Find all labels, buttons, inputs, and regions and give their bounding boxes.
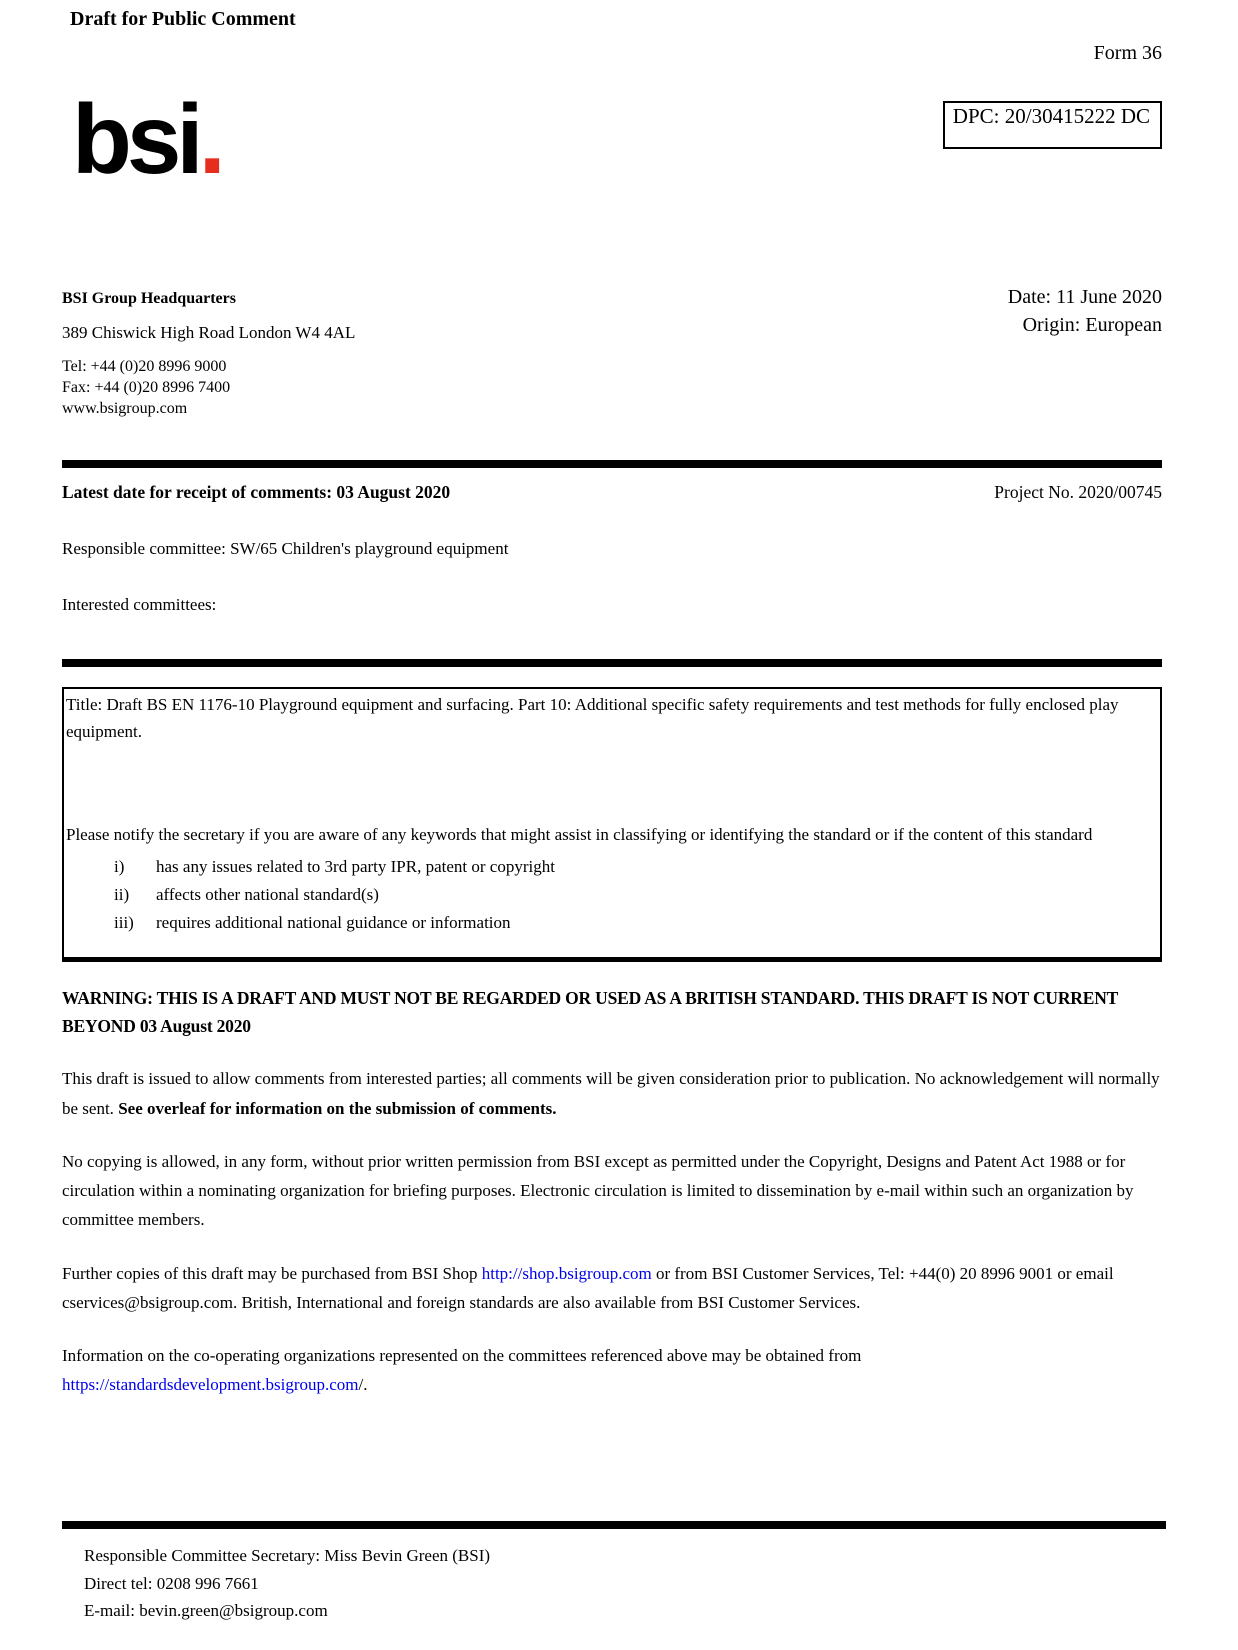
origin-label: Origin: European [1022,314,1162,337]
keywords-notify-text: Please notify the secretary if you are aware of any keywords that might assist in classifying or identifying the standard or if the content of this standard [66,825,1093,845]
list-item [66,909,1156,937]
bsi-logo-text: bsi [72,84,199,194]
headquarters-fax: Fax: +44 (0)20 8996 7400 [62,379,231,397]
committee-secretary-label: Responsible Committee Secretary: Miss Bevin Green (BSI) [84,1546,491,1565]
direct-tel-label: Direct tel: 0208 996 7661 [84,1573,259,1593]
list-item [66,853,1156,881]
project-number-label: Project No. 2020/00745 [994,482,1162,502]
horizontal-rule-footer [62,1521,1166,1529]
copyright-paragraph: No copying is allowed, in any form, without prior written permission from BSI except as permitted under the Copyright, Designs and Patent Act 1988 or for circulation within a nominating organization for briefing purposes. Electronic circulation is limited to dissemination by e-mail within such an organization by committee members. [62,1151,1134,1230]
comments-paragraph-text: This draft is issued to allow comments from interested parties; all comments will be given consideration prior to publication. No acknowledgement will normally be sent. [62,1069,1160,1118]
headquarters-website: www.bsigroup.com [62,400,188,418]
interested-committees-label: Interested committees: [62,595,217,614]
email-label: E-mail: bevin.green@bsigroup.com [84,1601,328,1621]
list-item-text: affects other national standard(s) [156,884,379,904]
cooperating-orgs-paragraph [62,1341,1162,1399]
list-item-text: has any issues related to 3rd party IPR, patent or copyright [156,856,555,876]
dpc-number-label: DPC: 20/30415222 DC [952,104,1150,128]
purchase-paragraph-post: or from BSI Customer Services, Tel: +44(0) 20 8996 9001 or email cservices@bsigroup.com. British, International and foreign standards are also available from BSI Customer Services. [62,1263,1114,1312]
date-label: Date: 11 June 2020 [1007,286,1162,308]
draft-for-public-comment-label: Draft for Public Comment [70,8,296,30]
horizontal-rule-top [62,460,1162,468]
list-item-number: i) [114,856,125,876]
bsi-logo-red-dot: . [198,84,226,194]
list-item-number: iii) [114,912,134,932]
document-footer [62,1521,1166,1625]
see-overleaf-bold-text: See overleaf for information on the submission of comments. [118,1098,557,1118]
purchase-paragraph-pre: Further copies of this draft may be purchased from BSI Shop [62,1263,482,1283]
purchase-paragraph [62,1259,1162,1317]
title-box [62,687,1162,962]
bsi-shop-link[interactable]: http://shop.bsigroup.com [481,1263,652,1283]
headquarters-tel: Tel: +44 (0)20 8996 9000 [62,358,227,375]
bsi-logo [72,86,226,194]
list-item [66,881,1156,909]
list-item-number: ii) [114,884,130,904]
standard-title: Title: Draft BS EN 1176-10 Playground equipment and surfacing. Part 10: Additional specific safety requirements and test methods for fully enclosed play equipment. [66,695,1119,742]
horizontal-rule-middle [62,659,1162,667]
cooperating-orgs-pre: Information on the co-operating organizations represented on the committees referenced above may be obtained from [62,1346,862,1366]
draft-warning-text: WARNING: THIS IS A DRAFT AND MUST NOT BE REGARDED OR USED AS A BRITISH STANDARD. THIS DRAFT IS NOT CURRENT BEYOND 03 August 2020 [62,987,1118,1037]
form-number-label: Form 36 [1093,42,1162,64]
headquarters-title: BSI Group Headquarters [62,290,236,307]
keywords-list [66,853,1156,937]
responsible-committee-label: Responsible committee: SW/65 Children's playground equipment [62,539,509,558]
date-origin-block [1008,283,1162,340]
standards-development-link[interactable]: https://standardsdevelopment.bsigroup.com [62,1375,359,1395]
list-item-text: requires additional national guidance or information [156,912,511,932]
cooperating-orgs-post: /. [358,1375,368,1395]
headquarters-address: 389 Chiswick High Road London W4 4AL [62,323,356,342]
document-header [62,0,1162,460]
latest-date-label: Latest date for receipt of comments: 03 August 2020 [62,482,451,502]
headquarters-block [62,290,355,419]
comments-paragraph [62,1064,1162,1122]
dpc-number-box [943,101,1162,149]
